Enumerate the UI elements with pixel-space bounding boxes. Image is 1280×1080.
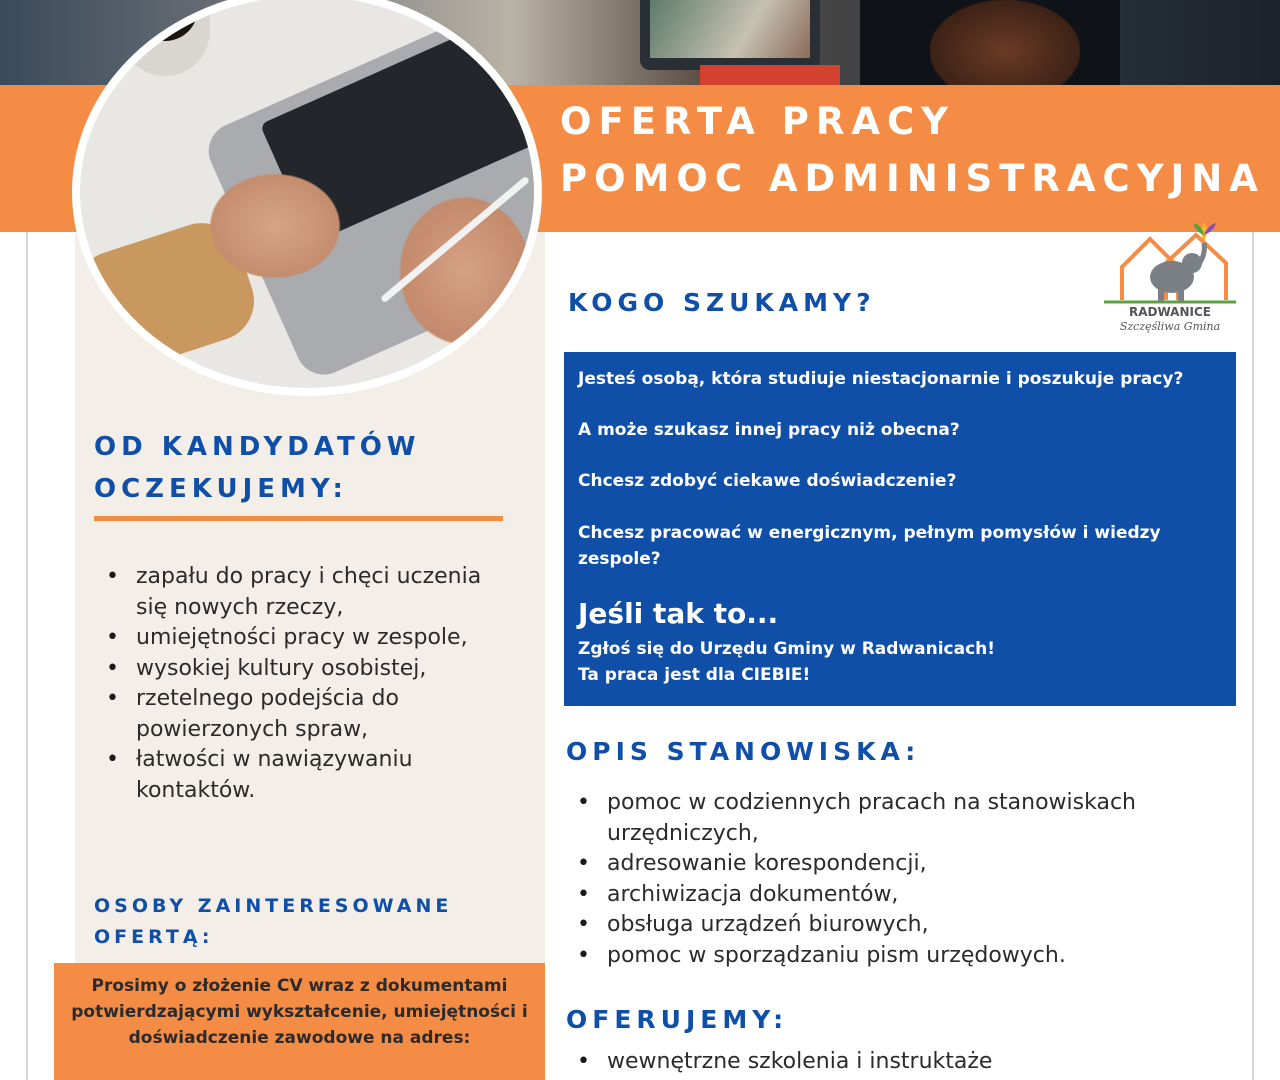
- oczekujemy-heading-line1: OD KANDYDATÓW: [94, 432, 421, 462]
- kogo-cta-1: Zgłoś się do Urzędu Gminy w Radwanicach!: [578, 639, 996, 659]
- list-item: • wewnętrzne szkolenia i instruktaże: [577, 1047, 1137, 1078]
- page-title: OFERTA PRACY: [560, 100, 955, 143]
- heading-underline: [94, 516, 503, 521]
- kogo-question-1: Jesteś osobą, która studiuje niestacjonarnie i poszukuje pracy?: [578, 369, 1184, 389]
- tablet-photo: [640, 0, 820, 70]
- oczekujemy-list: [106, 562, 516, 806]
- hands-photo: [930, 0, 1080, 85]
- kogo-question-2: A może szukasz innej pracy niż obecna?: [578, 420, 960, 440]
- list-item: • wysokiej kultury osobistej,: [106, 654, 516, 685]
- frame-line-left: [26, 232, 28, 1080]
- kogo-cta-2: Ta praca jest dla CIEBIE!: [578, 665, 811, 685]
- notebook-photo: [700, 65, 840, 85]
- opis-heading: OPIS STANOWISKA:: [566, 737, 921, 766]
- list-item: • łatwości w nawiązywaniu kontaktów.: [106, 745, 516, 806]
- oferujemy-heading: OFERUJEMY:: [566, 1005, 789, 1034]
- logo-tagline: Szczęśliwa Gmina: [1119, 320, 1221, 333]
- laptop-photo-circle: [72, 0, 542, 396]
- list-item: • obsługa urządzeń biurowych,: [577, 910, 1137, 941]
- list-item: • umiejętności pracy w zespole,: [106, 623, 516, 654]
- opis-list: [577, 788, 1137, 971]
- frame-line-right: [1252, 232, 1254, 1080]
- kogo-question-4: Chcesz pracować w energicznym, pełnym pomysłów i wiedzy zespole?: [578, 523, 1161, 569]
- logo-name: RADWANICE: [1129, 305, 1211, 319]
- kogo-callout: Jeśli tak to...: [578, 597, 779, 630]
- page-subtitle: POMOC ADMINISTRACYJNA: [560, 157, 1265, 200]
- kogo-box: [564, 352, 1236, 706]
- kogo-question-3: Chcesz zdobyć ciekawe doświadczenie?: [578, 471, 957, 491]
- oczekujemy-heading-line2: OCZEKUJEMY:: [94, 474, 348, 504]
- application-text: Prosimy o złożenie CV wraz z dokumentami potwierdzającymi wykształcenie, umiejętności i doświadczenie zawodowe na adres:: [71, 976, 528, 1048]
- list-item: • rzetelnego podejścia do powierzonych spraw,: [106, 684, 516, 745]
- application-box: [54, 963, 545, 1080]
- list-item: • adresowanie korespondencji,: [577, 849, 1137, 880]
- list-item: • zapału do pracy i chęci uczenia się nowych rzeczy,: [106, 562, 516, 623]
- zainteresowani-heading-line1: OSOBY ZAINTERESOWANE: [94, 895, 453, 917]
- oferujemy-list: [577, 1047, 1137, 1078]
- list-item: • pomoc w codziennych pracach na stanowiskach urzędniczych,: [577, 788, 1137, 849]
- kogo-heading: KOGO SZUKAMY?: [568, 288, 876, 317]
- list-item: • pomoc w sporządzaniu pism urzędowych.: [577, 941, 1137, 972]
- list-item: • archiwizacja dokumentów,: [577, 880, 1137, 911]
- zainteresowani-heading-line2: OFERTĄ:: [94, 926, 214, 948]
